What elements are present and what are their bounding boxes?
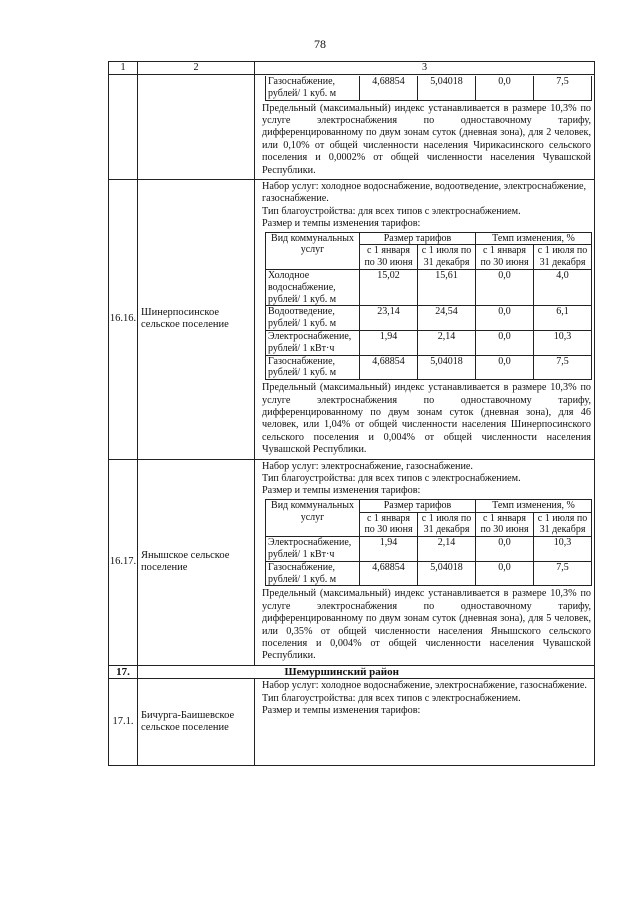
settlement-name: Шинерпосинское сельское поселение xyxy=(138,180,255,460)
tariff-value: 2,14 xyxy=(418,331,476,356)
tariff-value: 4,68854 xyxy=(360,561,418,586)
tariff-row xyxy=(266,355,592,380)
tariff-row xyxy=(266,76,592,100)
entry-number: 17.1. xyxy=(109,679,138,766)
services-text: Набор услуг: холодное водоснабжение, электроснабжение, газоснабжение. xyxy=(262,680,587,692)
tariff-value: 5,04018 xyxy=(418,561,476,586)
change-value: 0,0 xyxy=(476,355,534,380)
column-header-3: 3 xyxy=(255,62,595,75)
tariff-value: 5,04018 xyxy=(418,76,476,100)
change-value: 7,5 xyxy=(534,561,592,586)
tariff-value: 23,14 xyxy=(360,306,418,331)
tariff-row xyxy=(266,537,592,562)
tariff-intro: Размер и темпы изменения тарифов: xyxy=(262,705,421,717)
settlement-name: Янышское сельское поселение xyxy=(138,459,255,665)
tariff-value: 5,04018 xyxy=(418,355,476,380)
tariff-value: 4,68854 xyxy=(360,76,418,100)
district-number: 17. xyxy=(109,665,138,678)
change-value: 0,0 xyxy=(476,270,534,306)
tariff-value: 15,61 xyxy=(418,270,476,306)
settlement-row xyxy=(109,180,595,460)
improvement-text: Тип благоустройства: для всех типов с электроснабжением. xyxy=(262,205,521,217)
services-text: Набор услуг: холодное водоснабжение, водоотведение, электроснабжение, газоснабжение. xyxy=(262,181,587,205)
change-value: 0,0 xyxy=(476,331,534,356)
column-header-row xyxy=(109,62,595,75)
tariff-table xyxy=(265,76,592,101)
tariff-intro: Размер и темпы изменения тарифов: xyxy=(262,218,421,230)
change-value: 0,0 xyxy=(476,537,534,562)
change-value: 10,3 xyxy=(534,537,592,562)
tariff-service: Газоснабжение, рублей/ 1 куб. м xyxy=(266,355,360,380)
tariff-value: 2,14 xyxy=(418,537,476,562)
header-period: с 1 июля по 31 декабря xyxy=(418,245,476,270)
change-value: 6,1 xyxy=(534,306,592,331)
continuation-row xyxy=(109,75,595,180)
settlement-name: Бичурга-Баишевское сельское поселение xyxy=(138,679,255,766)
district-row xyxy=(109,665,595,678)
tariff-value: 24,54 xyxy=(418,306,476,331)
entry-number: 16.16. xyxy=(109,180,138,460)
header-change-rate: Темп изменения, % xyxy=(476,232,592,245)
tariff-service: Электроснабжение, рублей/ 1 кВт·ч xyxy=(266,537,360,562)
district-name: Шемуршинский район xyxy=(255,665,595,678)
entry-number: 16.17. xyxy=(109,459,138,665)
settlement-details xyxy=(255,180,595,460)
settlement-details xyxy=(255,679,595,766)
tariff-service: Водоотведение, рублей/ 1 куб. м xyxy=(266,306,360,331)
improvement-text: Тип благоустройства: для всех типов с электроснабжением. xyxy=(262,473,521,485)
tariff-row xyxy=(266,331,592,356)
services-text: Набор услуг: электроснабжение, газоснабжение. xyxy=(262,460,473,472)
change-value: 7,5 xyxy=(534,355,592,380)
tariff-row xyxy=(266,561,592,586)
tariff-service: Газоснабжение, рублей/ 1 куб. м xyxy=(266,76,360,100)
header-period: с 1 января по 30 июня xyxy=(476,245,534,270)
settlement-row xyxy=(109,679,595,766)
settlement-row xyxy=(109,459,595,665)
tariff-table xyxy=(265,499,592,587)
tariff-row xyxy=(266,270,592,306)
tariff-service: Газоснабжение, рублей/ 1 куб. м xyxy=(266,561,360,586)
tariff-value: 1,94 xyxy=(360,537,418,562)
change-value: 0,0 xyxy=(476,76,534,100)
tariff-value: 4,68854 xyxy=(360,355,418,380)
continuation-content xyxy=(255,75,595,180)
column-header-1: 1 xyxy=(109,62,138,75)
header-service-type: Вид коммунальных услуг xyxy=(266,232,360,269)
header-period: с 1 января по 30 июня xyxy=(476,512,534,537)
tariff-table xyxy=(265,232,592,381)
page-number: 78 xyxy=(314,37,326,51)
tariff-value: 15,02 xyxy=(360,270,418,306)
tariff-value: 1,94 xyxy=(360,331,418,356)
tariff-intro: Размер и темпы изменения тарифов: xyxy=(262,485,421,497)
header-period: с 1 июля по 31 декабря xyxy=(534,245,592,270)
header-period: с 1 июля по 31 декабря xyxy=(418,512,476,537)
header-period: с 1 января по 30 июня xyxy=(360,512,418,537)
change-value: 10,3 xyxy=(534,331,592,356)
limit-index-note: Предельный (максимальный) индекс устанавливается в размере 10,3% по услуге электроснабжения по одноставочному тарифу, дифференцированному по двум зонам суток (дневная зона), для 5 человек, или 0,35% от общей численности населения Янышского сельского поселения и 0,004% от общей численности населения Чувашской Республики. xyxy=(262,588,591,662)
header-period: с 1 июля по 31 декабря xyxy=(534,512,592,537)
limit-index-note: Предельный (максимальный) индекс устанавливается в размере 10,3% по услуге электроснабжения по одноставочному тарифу, дифференцированному по двум зонам суток (дневная зона), для 46 человек, или 1,04% от общей численности населения Шинерпосинского сельского поселения и 0,004% от общей численности населения Чувашской Республики. xyxy=(262,382,591,456)
header-period: с 1 января по 30 июня xyxy=(360,245,418,270)
settlement-details xyxy=(255,459,595,665)
limit-index-note: Предельный (максимальный) индекс устанавливается в размере 10,3% по услуге электроснабжения по одноставочному тарифу, дифференцированному по двум зонам суток (дневная зона), для 2 человек, или 0,10% от общей численности населения Чирикасинского сельского поселения и 0,0002% от общей численности населения Чувашской Республики. xyxy=(262,102,591,176)
change-value: 4,0 xyxy=(534,270,592,306)
column-header-2: 2 xyxy=(138,62,255,75)
change-value: 0,0 xyxy=(476,306,534,331)
header-change-rate: Темп изменения, % xyxy=(476,499,592,512)
header-tariff-size: Размер тарифов xyxy=(360,499,476,512)
tariff-service: Холодное водоснабжение, рублей/ 1 куб. м xyxy=(266,270,360,306)
header-tariff-size: Размер тарифов xyxy=(360,232,476,245)
change-value: 0,0 xyxy=(476,561,534,586)
change-value: 7,5 xyxy=(534,76,592,100)
improvement-text: Тип благоустройства: для всех типов с электроснабжением. xyxy=(262,692,521,704)
tariff-service: Электроснабжение, рублей/ 1 кВт·ч xyxy=(266,331,360,356)
tariff-row xyxy=(266,306,592,331)
header-service-type: Вид коммунальных услуг xyxy=(266,499,360,536)
main-table xyxy=(108,61,595,766)
